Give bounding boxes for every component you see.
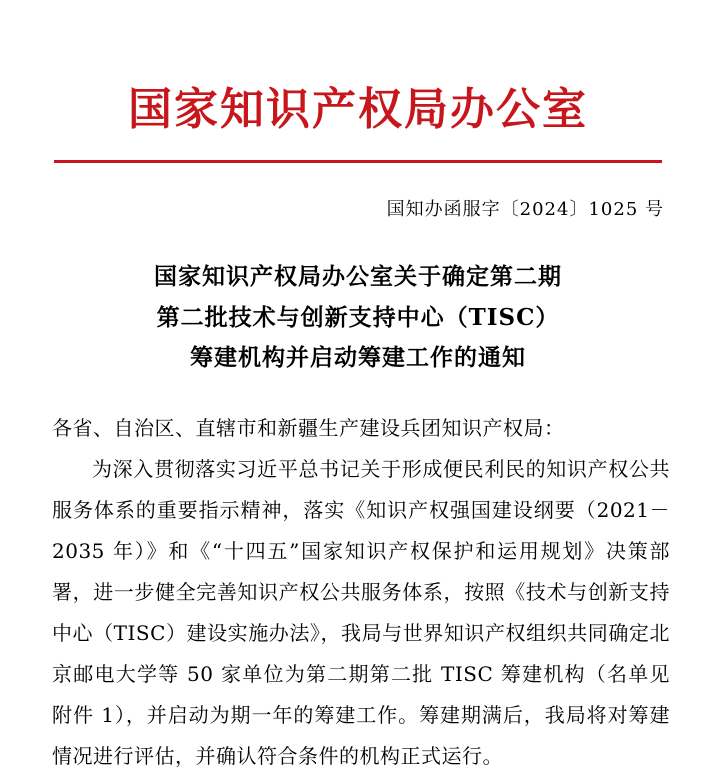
document-title-line-2: 第二批技术与创新支持中心（TISC） [156,303,560,331]
document-title-line-3: 筹建机构并启动筹建工作的通知 [190,343,526,371]
letterhead [0,0,716,163]
document-title [0,257,716,378]
document-body [0,408,716,777]
salutation: 各省、自治区、直辖市和新疆生产建设兵团知识产权局： [52,416,565,441]
letterhead-divider [54,160,662,163]
document-number: 国知办函服字〔2024〕1025 号 [386,199,664,221]
body-paragraph-1: 为深入贯彻落实习近平总书记关于形成便民利民的知识产权公共服务体系的重要指示精神，落实《知识产权强国建设纲要（2021－2035 年）》和《“十四五”国家知识产权保护和运用规划》决策部署，进一步健全完善知识产权公共服务体系，按照《技术与创新支持中心（TISC）建设实施办法》，我局与世界知识产权组织共同确定北京邮电大学等 50 家单位为第二期第二批 TISC 筹建机构（名单见附件 1），并启动为期一年的筹建工作。筹建期满后，我局将对筹建情况进行评估，并确认符合条件的机构正式运行。 [52,457,670,769]
document-title-line-1: 国家知识产权局办公室关于确定第二期 [154,263,562,291]
issuing-authority-title: 国家知识产权局办公室 [128,84,588,135]
